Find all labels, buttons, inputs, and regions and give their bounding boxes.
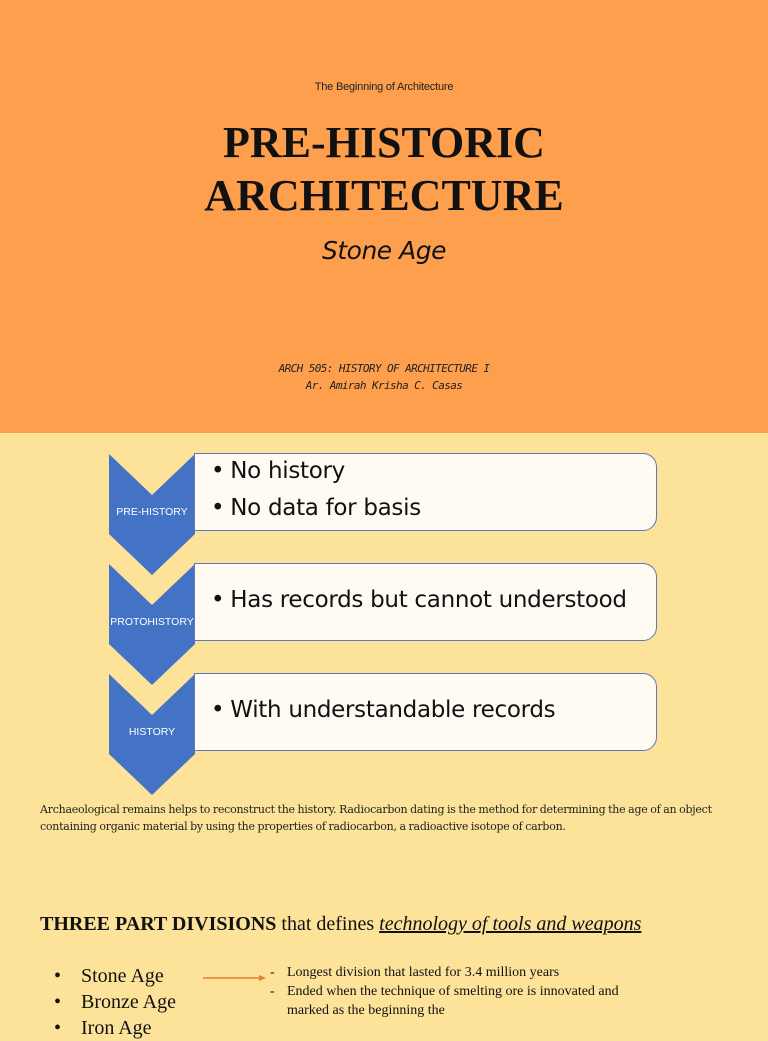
course-info	[0, 360, 768, 394]
stone-age-notes	[270, 963, 630, 1020]
chevron-label: HISTORY	[128, 726, 176, 738]
slide-subtitle: Stone Age	[322, 236, 446, 265]
chevron-label: PRE-HISTORY	[116, 506, 188, 518]
note-item: - Ended when the technique of smelting ore is innovated and marked as the beginning the	[270, 982, 630, 1020]
chevron-protohistory	[109, 564, 195, 685]
divisions-middle: that defines	[276, 913, 380, 935]
age-item: • Stone Age	[54, 963, 176, 989]
note-item: - Longest division that lasted for 3.4 million years	[270, 963, 630, 982]
slide-title	[0, 116, 768, 222]
title-line-1: PRE-HISTORIC	[223, 118, 545, 167]
flow-box-pre-history	[194, 453, 657, 531]
chevron-history	[109, 674, 195, 795]
age-item: • Bronze Age	[54, 989, 176, 1015]
flow-bullet: • Has records but cannot understood	[211, 587, 627, 613]
author-name: Ar. Amirah Krisha C. Casas	[305, 379, 463, 392]
slide-kicker: The Beginning of Architecture	[314, 81, 454, 93]
flow-bullet: • With understandable records	[211, 697, 555, 723]
flow-box-history	[194, 673, 657, 751]
title-slide	[0, 0, 768, 433]
arrow-right-icon	[203, 974, 267, 982]
chevron-label: PROTOHISTORY	[110, 616, 194, 628]
ages-list	[54, 963, 176, 1041]
age-item: • Iron Age	[54, 1015, 176, 1041]
course-name: ARCH 505: HISTORY OF ARCHITECTURE I	[278, 362, 490, 375]
flow-box-protohistory	[194, 563, 657, 641]
chevron-pre-history	[109, 454, 195, 575]
divisions-italic: technology of tools and weapons	[379, 913, 642, 935]
title-line-2: ARCHITECTURE	[204, 171, 564, 220]
flow-bullet: • No data for basis	[211, 495, 421, 521]
divisions-heading	[40, 913, 641, 936]
flow-bullet: • No history	[211, 458, 345, 484]
divisions-bold: THREE PART DIVISIONS	[40, 913, 277, 935]
radiocarbon-paragraph: Archaeological remains helps to reconstruct the history. Radiocarbon dating is the method for determining the age of an object containing organic material by using the properties of radiocarbon, a radioactive isotope of carbon.	[40, 803, 712, 833]
